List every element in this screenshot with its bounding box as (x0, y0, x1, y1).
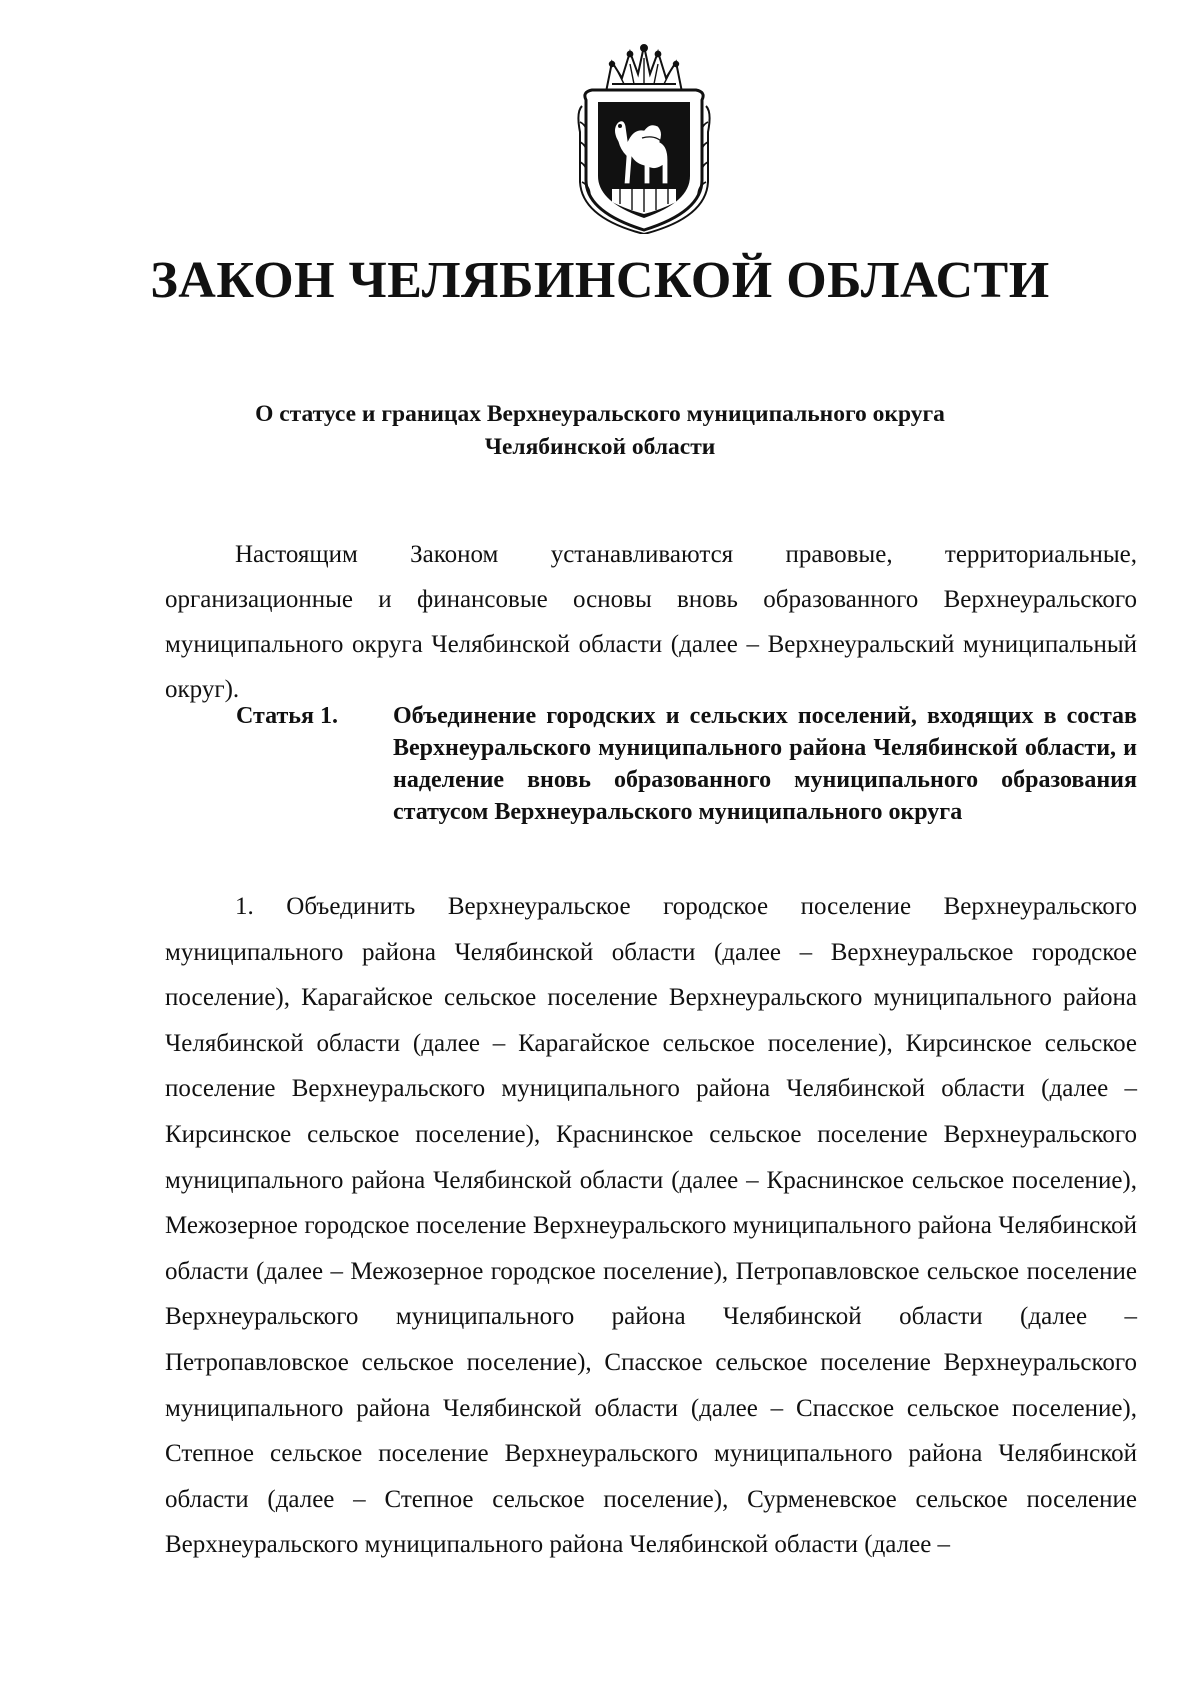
article-title: Объединение городских и сельских поселений, входящих в состав Верхнеуральского муниципального района Челябинской области, и наделение вновь образованного муниципального образования статусом Верхнеуральского муниципального округа (393, 703, 1137, 825)
document-title: ЗАКОН ЧЕЛЯБИНСКОЙ ОБЛАСТИ (150, 252, 1050, 309)
crown-icon (606, 45, 682, 92)
article-heading (236, 700, 1137, 828)
subtitle-line: Челябинской области (484, 434, 716, 460)
article-number: Статья 1. (236, 703, 338, 729)
coat-of-arms-icon (572, 42, 716, 234)
subtitle-line: О статусе и границах Верхнеуральского муниципального округа (255, 401, 945, 427)
preamble-paragraph: Настоящим Законом устанавливаются правовые, территориальные, организационные и финансовые основы вновь образованного Верхнеуральского муниципального округа Челябинской области (далее – Верхнеуральский муниципальный округ). (165, 541, 1137, 703)
article-paragraph: 1. Объединить Верхнеуральское городское поселение Верхнеуральского муниципального района Челябинской области (далее – Верхнеуральское городское поселение), Карагайское сельское поселение Верхнеуральского муниципального района Челябинской области (далее – Карагайское сельское поселение), Кирсинское сельское поселение Верхнеуральского муниципального района Челябинской области (далее – Кирсинское сельское поселение), Краснинское сельское поселение Верхнеуральского муниципального района Челябинской области (далее – Краснинское сельское поселение), Межозерное городское поселение Верхнеуральского муниципального района Челябинской области (далее – Межозерное городское поселение), Петропавловское сельское поселение Верхнеуральского муниципального района Челябинской области (далее – Петропавловское сельское поселение), Спасское сельское поселение Верхнеуральского муниципального района Челябинской области (далее – Спасское сельское поселение), Степное сельское поселение Верхнеуральского муниципального района Челябинской области (далее – Степное сельское поселение), Сурменевское сельское поселение Верхнеуральского муниципального района Челябинской области (далее – (165, 893, 1137, 1559)
document-subtitle (190, 398, 1010, 464)
